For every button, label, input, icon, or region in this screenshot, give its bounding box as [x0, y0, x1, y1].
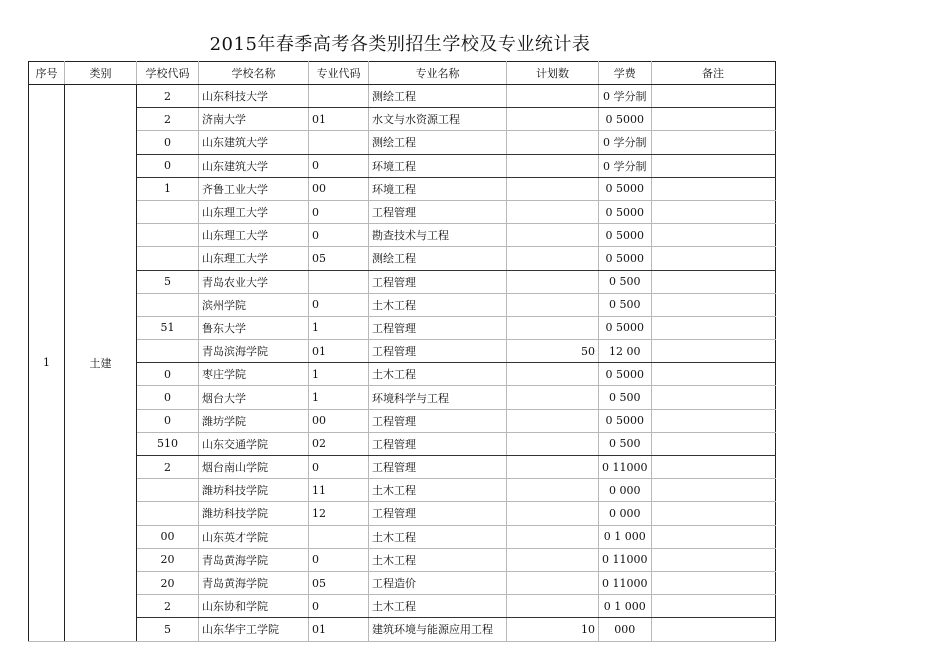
tuition-cell: 0 000: [599, 502, 652, 525]
plan-count-cell: [507, 224, 599, 247]
table-row: [29, 340, 776, 363]
table-row: [29, 177, 776, 200]
tuition-cell: 0 500: [599, 293, 652, 316]
school-name-cell: 潍坊科技学院: [199, 479, 309, 502]
plan-count-cell: [507, 386, 599, 409]
school-code-cell: 00: [137, 525, 199, 548]
school-code-cell: 2: [137, 595, 199, 618]
note-cell: [651, 85, 775, 108]
table-row: [29, 224, 776, 247]
tuition-cell: 0 学分制: [599, 154, 652, 177]
table-row: [29, 618, 776, 641]
plan-count-cell: [507, 479, 599, 502]
statistics-table: [28, 61, 776, 642]
major-code-cell: 05: [309, 247, 369, 270]
plan-count-cell: [507, 502, 599, 525]
table-row: [29, 316, 776, 339]
major-code-cell: 0: [309, 154, 369, 177]
plan-count-cell: [507, 200, 599, 223]
tuition-cell: 0 5000: [599, 363, 652, 386]
school-code-cell: [137, 224, 199, 247]
school-code-cell: [137, 340, 199, 363]
major-name-cell: 工程管理: [369, 456, 507, 479]
tuition-cell: 0 5000: [599, 224, 652, 247]
table-row: [29, 131, 776, 154]
major-code-cell: 12: [309, 502, 369, 525]
major-name-cell: 测绘工程: [369, 131, 507, 154]
major-name-cell: 环境工程: [369, 154, 507, 177]
note-cell: [651, 502, 775, 525]
row-category: 土建: [65, 85, 137, 642]
note-cell: [651, 548, 775, 571]
tuition-cell: 0 5000: [599, 247, 652, 270]
school-code-cell: [137, 293, 199, 316]
major-code-cell: 1: [309, 363, 369, 386]
tuition-cell: 0 学分制: [599, 85, 652, 108]
note-cell: [651, 409, 775, 432]
school-code-cell: 20: [137, 571, 199, 594]
header-row: [29, 62, 776, 85]
school-name-cell: 鲁东大学: [199, 316, 309, 339]
school-code-cell: [137, 200, 199, 223]
major-code-cell: 00: [309, 177, 369, 200]
major-name-cell: 工程管理: [369, 200, 507, 223]
school-name-cell: 枣庄学院: [199, 363, 309, 386]
school-code-cell: 2: [137, 456, 199, 479]
major-name-cell: 土木工程: [369, 479, 507, 502]
table-row: [29, 432, 776, 455]
table-row: [29, 548, 776, 571]
plan-count-cell: [507, 131, 599, 154]
note-cell: [651, 456, 775, 479]
tuition-cell: 0 5000: [599, 108, 652, 131]
tuition-cell: 000: [599, 618, 652, 641]
school-name-cell: 山东交通学院: [199, 432, 309, 455]
school-name-cell: 山东协和学院: [199, 595, 309, 618]
plan-count-cell: [507, 270, 599, 293]
header-fee: 学费: [599, 62, 652, 85]
major-name-cell: 土木工程: [369, 363, 507, 386]
table-row: [29, 479, 776, 502]
plan-count-cell: [507, 247, 599, 270]
table-row: [29, 200, 776, 223]
header-index: 序号: [29, 62, 65, 85]
school-code-cell: [137, 502, 199, 525]
table-row: [29, 154, 776, 177]
major-code-cell: 0: [309, 224, 369, 247]
tuition-cell: 12 00: [599, 340, 652, 363]
school-code-cell: 0: [137, 409, 199, 432]
tuition-cell: 0 500: [599, 270, 652, 293]
note-cell: [651, 316, 775, 339]
table-row: [29, 108, 776, 131]
school-name-cell: 山东科技大学: [199, 85, 309, 108]
plan-count-cell: [507, 316, 599, 339]
major-name-cell: 工程管理: [369, 270, 507, 293]
plan-count-cell: [507, 177, 599, 200]
tuition-cell: 0 500: [599, 432, 652, 455]
major-name-cell: 工程管理: [369, 340, 507, 363]
plan-count-cell: [507, 154, 599, 177]
note-cell: [651, 131, 775, 154]
tuition-cell: 0 000: [599, 479, 652, 502]
note-cell: [651, 224, 775, 247]
tuition-cell: 0 学分制: [599, 131, 652, 154]
header-major-code: 专业代码: [309, 62, 369, 85]
school-name-cell: 青岛滨海学院: [199, 340, 309, 363]
school-code-cell: 5: [137, 618, 199, 641]
header-school-code: 学校代码: [137, 62, 199, 85]
note-cell: [651, 340, 775, 363]
major-name-cell: 工程管理: [369, 409, 507, 432]
note-cell: [651, 270, 775, 293]
major-name-cell: 勘查技术与工程: [369, 224, 507, 247]
school-code-cell: 0: [137, 131, 199, 154]
header-school-name: 学校名称: [199, 62, 309, 85]
note-cell: [651, 108, 775, 131]
tuition-cell: 0 11000: [599, 571, 652, 594]
table-row: [29, 270, 776, 293]
header-category: 类别: [65, 62, 137, 85]
major-name-cell: 工程管理: [369, 316, 507, 339]
major-name-cell: 工程管理: [369, 502, 507, 525]
plan-count-cell: [507, 548, 599, 571]
major-code-cell: [309, 85, 369, 108]
plan-count-cell: [507, 595, 599, 618]
plan-count-cell: [507, 409, 599, 432]
plan-count-cell: [507, 85, 599, 108]
major-code-cell: 01: [309, 108, 369, 131]
table-row: [29, 409, 776, 432]
note-cell: [651, 154, 775, 177]
major-code-cell: [309, 525, 369, 548]
major-code-cell: 05: [309, 571, 369, 594]
note-cell: [651, 479, 775, 502]
major-name-cell: 土木工程: [369, 525, 507, 548]
major-code-cell: 0: [309, 548, 369, 571]
note-cell: [651, 247, 775, 270]
major-code-cell: 0: [309, 595, 369, 618]
major-code-cell: 01: [309, 618, 369, 641]
plan-count-cell: [507, 363, 599, 386]
table-row: [29, 456, 776, 479]
header-note: 备注: [651, 62, 775, 85]
major-name-cell: 建筑环境与能源应用工程: [369, 618, 507, 641]
plan-count-cell: [507, 525, 599, 548]
major-code-cell: 11: [309, 479, 369, 502]
major-name-cell: 水文与水资源工程: [369, 108, 507, 131]
school-code-cell: 51: [137, 316, 199, 339]
note-cell: [651, 571, 775, 594]
school-code-cell: [137, 479, 199, 502]
school-name-cell: 济南大学: [199, 108, 309, 131]
page-title: 2015年春季高考各类别招生学校及专业统计表: [209, 34, 591, 55]
major-code-cell: 00: [309, 409, 369, 432]
school-code-cell: [137, 247, 199, 270]
table-row: [29, 525, 776, 548]
school-name-cell: 山东华宇工学院: [199, 618, 309, 641]
table-row: [29, 293, 776, 316]
school-code-cell: 0: [137, 386, 199, 409]
table-row: [29, 386, 776, 409]
major-code-cell: 02: [309, 432, 369, 455]
tuition-cell: 0 5000: [599, 200, 652, 223]
school-name-cell: 山东理工大学: [199, 224, 309, 247]
plan-count-cell: [507, 293, 599, 316]
school-code-cell: 2: [137, 85, 199, 108]
major-code-cell: 0: [309, 200, 369, 223]
tuition-cell: 0 11000: [599, 548, 652, 571]
tuition-cell: 0 5000: [599, 177, 652, 200]
school-name-cell: 潍坊科技学院: [199, 502, 309, 525]
school-name-cell: 青岛农业大学: [199, 270, 309, 293]
major-code-cell: 01: [309, 340, 369, 363]
note-cell: [651, 363, 775, 386]
major-name-cell: 土木工程: [369, 293, 507, 316]
school-name-cell: 山东理工大学: [199, 247, 309, 270]
major-code-cell: [309, 131, 369, 154]
major-name-cell: 工程造价: [369, 571, 507, 594]
note-cell: [651, 525, 775, 548]
note-cell: [651, 595, 775, 618]
major-code-cell: 0: [309, 293, 369, 316]
major-name-cell: 测绘工程: [369, 247, 507, 270]
school-code-cell: 2: [137, 108, 199, 131]
school-name-cell: 齐鲁工业大学: [199, 177, 309, 200]
major-name-cell: 测绘工程: [369, 85, 507, 108]
plan-count-cell: [507, 456, 599, 479]
major-code-cell: 1: [309, 386, 369, 409]
note-cell: [651, 177, 775, 200]
school-name-cell: 潍坊学院: [199, 409, 309, 432]
school-name-cell: 烟台大学: [199, 386, 309, 409]
note-cell: [651, 618, 775, 641]
major-name-cell: 土木工程: [369, 595, 507, 618]
school-code-cell: 20: [137, 548, 199, 571]
table-row: [29, 363, 776, 386]
note-cell: [651, 386, 775, 409]
note-cell: [651, 432, 775, 455]
school-name-cell: 山东英才学院: [199, 525, 309, 548]
plan-count-cell: [507, 432, 599, 455]
header-plan: 计划数: [507, 62, 599, 85]
tuition-cell: 0 5000: [599, 316, 652, 339]
school-name-cell: 滨州学院: [199, 293, 309, 316]
table-row: [29, 502, 776, 525]
school-name-cell: 山东建筑大学: [199, 131, 309, 154]
note-cell: [651, 293, 775, 316]
school-name-cell: 青岛黄海学院: [199, 548, 309, 571]
school-code-cell: 1: [137, 177, 199, 200]
table-row: [29, 247, 776, 270]
table-row: [29, 85, 776, 108]
school-name-cell: 山东建筑大学: [199, 154, 309, 177]
major-name-cell: 环境工程: [369, 177, 507, 200]
header-major-name: 专业名称: [369, 62, 507, 85]
school-name-cell: 青岛黄海学院: [199, 571, 309, 594]
plan-count-cell: [507, 571, 599, 594]
tuition-cell: 0 1 000: [599, 525, 652, 548]
table-row: [29, 571, 776, 594]
plan-count-cell: 10: [507, 618, 599, 641]
major-name-cell: 环境科学与工程: [369, 386, 507, 409]
major-name-cell: 工程管理: [369, 432, 507, 455]
major-code-cell: 0: [309, 456, 369, 479]
plan-count-cell: 50: [507, 340, 599, 363]
tuition-cell: 0 11000: [599, 456, 652, 479]
table-row: [29, 595, 776, 618]
note-cell: [651, 200, 775, 223]
school-code-cell: 0: [137, 154, 199, 177]
school-name-cell: 山东理工大学: [199, 200, 309, 223]
tuition-cell: 0 5000: [599, 409, 652, 432]
row-index: 1: [29, 85, 65, 642]
major-code-cell: 1: [309, 316, 369, 339]
tuition-cell: 0 500: [599, 386, 652, 409]
plan-count-cell: [507, 108, 599, 131]
school-code-cell: 0: [137, 363, 199, 386]
major-name-cell: 土木工程: [369, 548, 507, 571]
tuition-cell: 0 1 000: [599, 595, 652, 618]
school-code-cell: 510: [137, 432, 199, 455]
school-name-cell: 烟台南山学院: [199, 456, 309, 479]
school-code-cell: 5: [137, 270, 199, 293]
major-code-cell: [309, 270, 369, 293]
